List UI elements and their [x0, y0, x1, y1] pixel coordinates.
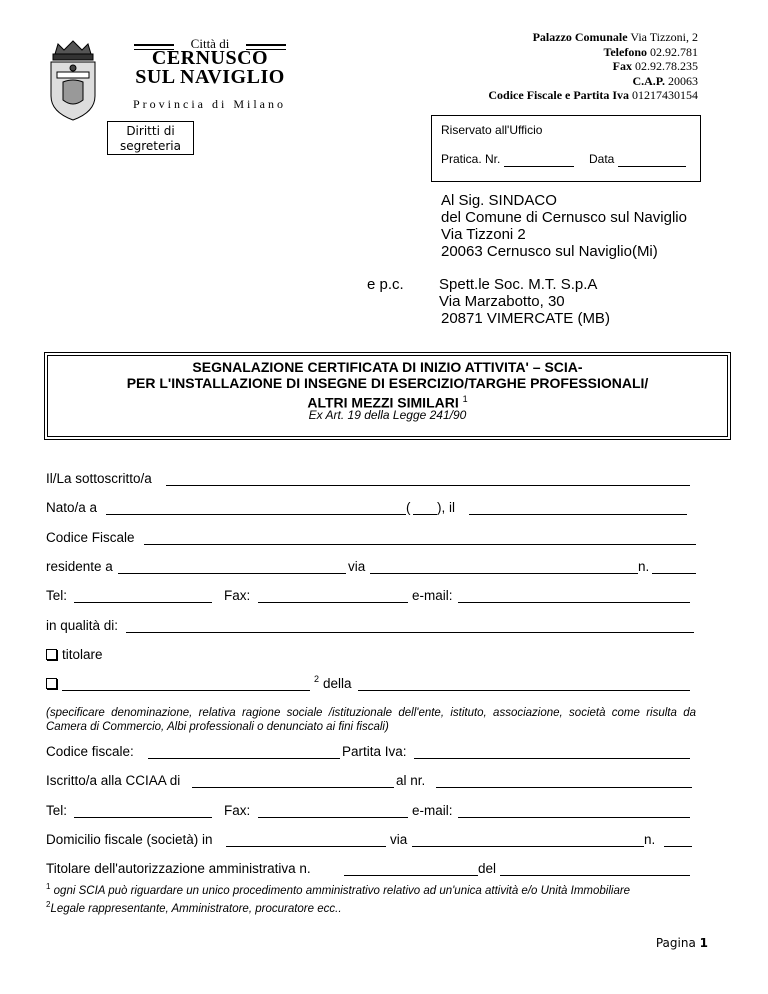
- civico-field[interactable]: [652, 573, 696, 574]
- fax-label: Fax:: [224, 588, 251, 603]
- via-label: via: [348, 559, 366, 574]
- qualita-field[interactable]: [126, 632, 694, 633]
- email-field[interactable]: [458, 602, 690, 603]
- row-titolare: titolare: [46, 647, 103, 665]
- row-tel: Tel:: [46, 588, 68, 603]
- della-label: della: [323, 676, 352, 691]
- provincia-label: Provincia di Milano: [133, 97, 286, 111]
- footnotes: $^1$ ogni SCIA può riguardare un unico procedimento amministrativo relativo ad un'unica attività e/o Unità Immobiliare $^2$Legale rappresentante, Amministratore, procuratore ecc..: [46, 882, 631, 915]
- row-titolare-aut: Titolare dell'autorizzazione amministrativa n.: [46, 861, 311, 876]
- codice-fiscale-field[interactable]: [144, 544, 696, 545]
- della-field[interactable]: [358, 690, 690, 691]
- autorizzazione-nr-field[interactable]: [344, 875, 478, 876]
- row-altro: [46, 676, 62, 694]
- del-label: del: [478, 861, 497, 876]
- via2-field[interactable]: [412, 846, 644, 847]
- altro-checkbox[interactable]: [46, 678, 57, 689]
- titolare-checkbox[interactable]: [46, 649, 57, 660]
- n-label: n.: [638, 559, 650, 574]
- footnote-ref-2: 2: [314, 674, 320, 684]
- denominazione-note: (specificare denominazione, relativa ragione sociale /istituzionale dell'ente, istituto, associazione, società come risulta da Camera di Commercio, Albi professionali o denunciato ai fini fiscali): [46, 707, 696, 733]
- sottoscritto-field[interactable]: [166, 485, 690, 486]
- municipal-address: Palazzo Comunale Via Tizzoni, 2 Telefono 02.92.781 Fax 02.92.78.235 C.A.P. 20063 Codice Fiscale e Partita Iva 01217430154: [488, 30, 698, 102]
- codice-fiscale-societa-field[interactable]: [148, 758, 340, 759]
- civico2-field[interactable]: [664, 846, 692, 847]
- data-nascita-field[interactable]: [469, 514, 687, 515]
- document-subtitle: Ex Art. 19 della Legge 241/90: [308, 408, 467, 422]
- fax2-label: Fax:: [224, 803, 251, 818]
- row-codice-fiscale: Codice Fiscale: [46, 530, 135, 545]
- page-number: Pagina 1: [655, 936, 708, 950]
- epc-label: e p.c.: [367, 276, 404, 293]
- cciaa-nr-field[interactable]: [436, 787, 692, 788]
- document-title: SEGNALAZIONE CERTIFICATA DI INIZIO ATTIVITA' – SCIA- PER L'INSTALLAZIONE DI INSEGNE DI ESERCIZIO/TARGHE PROFESSIONALI/ ALTRI MEZZI SIMILARI $^1$: [126, 359, 649, 411]
- recipient-address: Al Sig. SINDACO del Comune di Cernusco sul Naviglio Via Tizzoni 2 20063 Cernusco sul Naviglio(Mi): [441, 192, 687, 260]
- cciaa-field[interactable]: [192, 787, 394, 788]
- n2-label: n.: [644, 832, 656, 847]
- tel-field[interactable]: [74, 602, 212, 603]
- city-name: CERNUSCO SUL NAVIGLIO: [135, 47, 285, 88]
- row-cciaa: Iscritto/a alla CCIAA di: [46, 773, 181, 788]
- data-field[interactable]: [618, 152, 686, 167]
- tel2-field[interactable]: [74, 817, 212, 818]
- residente-field[interactable]: [118, 573, 346, 574]
- email-label: e-mail:: [412, 588, 453, 603]
- pratica-nr-field[interactable]: [504, 152, 574, 167]
- provincia-field[interactable]: [413, 514, 437, 515]
- email2-field[interactable]: [458, 817, 690, 818]
- row-qualita: in qualità di:: [46, 618, 119, 633]
- domicilio-field[interactable]: [226, 846, 386, 847]
- citta-di-label: Città di: [134, 36, 286, 52]
- fax2-field[interactable]: [258, 817, 408, 818]
- fax-field[interactable]: [258, 602, 408, 603]
- row-residente: residente a: [46, 559, 113, 574]
- partita-iva-label: Partita Iva:: [342, 744, 407, 759]
- riservato-ufficio-box: Riservato all'Ufficio Pratica. Nr. Data: [431, 115, 701, 182]
- row-nato: Nato/a a: [46, 500, 98, 515]
- email2-label: e-mail:: [412, 803, 453, 818]
- al-nr-label: al nr.: [396, 773, 426, 788]
- partita-iva-field[interactable]: [414, 758, 690, 759]
- row-tel2: Tel:: [46, 803, 68, 818]
- prov-close-il: ), il: [437, 500, 455, 515]
- row-domicilio: Domicilio fiscale (società) in: [46, 832, 213, 847]
- row-sottoscritto: Il/La sottoscritto/a: [46, 471, 152, 486]
- diritti-segreteria-box: Diritti di segreteria: [107, 121, 194, 155]
- city-crest-logo: [43, 38, 103, 122]
- prov-open: (: [406, 500, 411, 515]
- altro-ruolo-field[interactable]: [62, 690, 310, 691]
- autorizzazione-data-field[interactable]: [500, 875, 690, 876]
- via2-label: via: [390, 832, 408, 847]
- nato-field[interactable]: [106, 514, 406, 515]
- row-cf2: Codice fiscale:: [46, 744, 134, 759]
- recipient-cc-address: Spett.le Soc. M.T. S.p.A Via Marzabotto, 30 20871 VIMERCATE (MB): [439, 276, 610, 327]
- via-field[interactable]: [370, 573, 638, 574]
